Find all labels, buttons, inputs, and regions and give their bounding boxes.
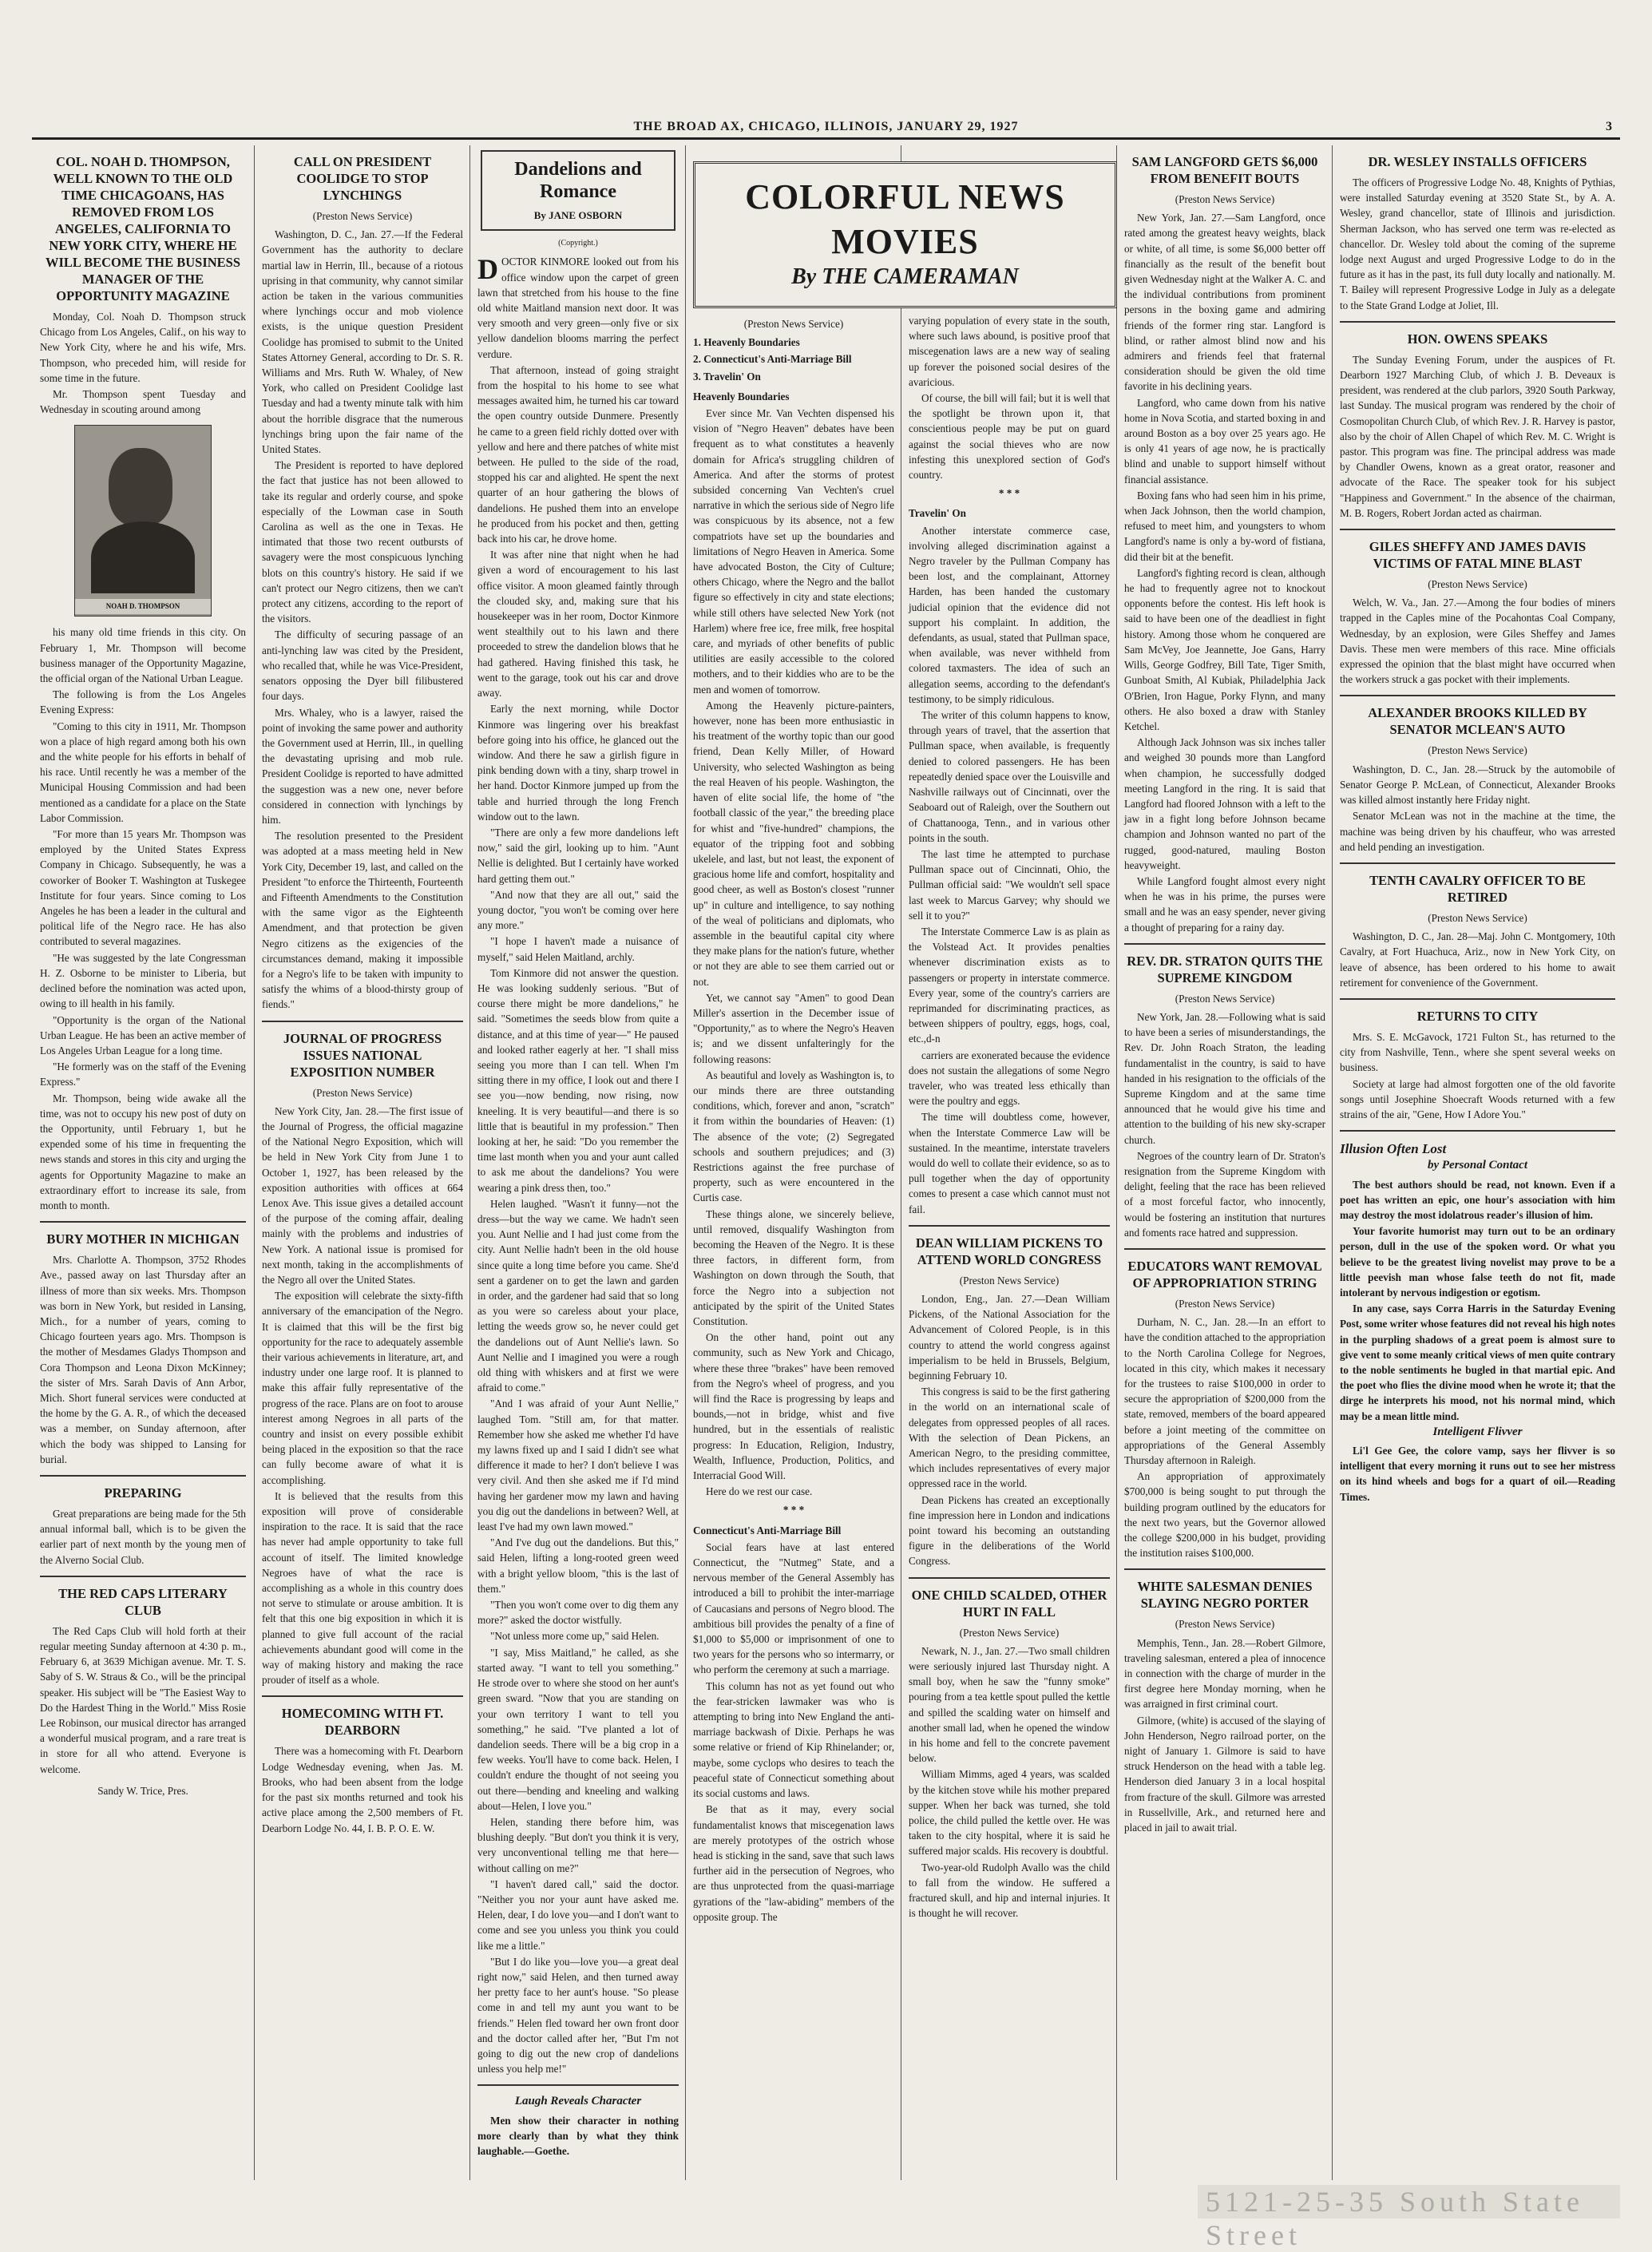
subhead-illusion: by Personal Contact: [1427, 1159, 1527, 1172]
article-paragraph: Newark, N. J., Jan. 27.—Two small children were seriously injured last Thursday night. A small boy, when he saw the "funny smoke" pouring from a tea kettle spout pulled the kettle and spilled the scalding water on himself and another small lad, when he opened the window in his home and fell to the concrete pavement below.: [909, 1644, 1110, 1765]
article-paragraph: While Langford fought almost every night when he was in his prime, the purses were small and he was an easy spender, never giving a thought of preparing for a rainy day.: [1124, 874, 1325, 934]
article-paragraph: Ever since Mr. Van Vechten dispensed his vision of "Negro Heaven" debates have been frequent as to what constitutes a heavenly domain for Africa's struggling children of America. And after the storms of protest subsided concerning Van Vechten's cruel narrative in which the serious side of Negro life was conspicuous by its absence, not a few compatriots have set up the boundaries and limitations of Negro Heaven in America. Some have advocated Boston, the City of Culture; others Chicago, where the Negro and the ballot figure so effectively in city and state elections; while still others have selected New York (not Harlem) where free ice, free milk, free hospital care, and myriads of other benefits of public utilities are easily accessible to the colored mothers, and to their kiddies who are to be the men and women of tomorrow.: [693, 407, 894, 696]
article-paragraph: This column has not as yet found out who the fear-stricken lawmaker was who is attempting to bring into New England the anti-marriage backwash of Dixie. Perhaps he was some relative or friend of Kip Rhinelander; or, maybe, some cyclops who desires to teach the peaceful state of Connecticut something about its social customs and laws.: [693, 1679, 894, 1800]
article-paragraph: Mrs. S. E. McGavock, 1721 Fulton St., has returned to the city from Nashville, Tenn., where she spent several weeks on business.: [1340, 1030, 1615, 1074]
headline-returns: RETURNS TO CITY: [1416, 1008, 1539, 1024]
article-paragraph: Mrs. Charlotte A. Thompson, 3752 Rhodes Ave., passed away on last Thursday after an illness of more than six weeks. Mrs. Thompson was born in New York, but resided in Lansing, Mich., for a number of years, coming to Chicago fourteen years ago. Mrs. Thompson is the mother of Mesdames Gladys Thompson and Cora Thompson and Leona Dixon McKinney; the sister of Mrs. Sarah Davis of Ann Arbor, Mich. Short funeral services were conducted at the home by the G. A. R., of which the deceased was a member, on Sunday afternoon, after which the body was shipped to Lansing for burial.: [40, 1254, 246, 1465]
section-rule: [1124, 943, 1325, 945]
column-divider: [1116, 145, 1117, 2180]
article-paragraph: Washington, D. C., Jan. 27.—If the Federal Government has the authority to declare martial law in Herrin, Ill., because of a riotous uprising in that community, why cannot similar action be taken in the various communities where lynchings occur and mob violence exists, is the unique question President Coolidge has promised to submit to the United States Attorney General, according to Dr. S. R. Williams and Mrs. Ruth W. Whaley, of New York, who called on President Coolidge last Tuesday and had a twenty minute talk with him about the horrible disgrace that the numerous lynchings bring upon the fair name of the United States.: [262, 228, 463, 456]
article-paragraph: New York City, Jan. 28.—The first issue of the Journal of Progress, the official magazine of the National Negro Exposition, which will be held in New York City from June 1 to October 1, 1927, has been released by the exposition authorities with offices at 664 Lenox Ave. This issue gives a detailed account of the purpose of the coming affair, dealing mainly with the problems and industries of New York. A national issue is promised for next month, taking in the accomplishments of the Negro all over the United States.: [262, 1104, 463, 1286]
news-source: (Preston News Service): [743, 318, 844, 330]
article-paragraph: Memphis, Tenn., Jan. 28.—Robert Gilmore, traveling salesman, entered a plea of innocence in connection with the charge of murder in the first degree here Monday morning, when he was arraigned in first criminal court.: [1124, 1636, 1325, 1711]
section-rule: [40, 1475, 246, 1477]
article-paragraph: Yet, we cannot say "Amen" to good Dean Miller's assertion in the December issue of "Opportunity," as to where the Negro's Heaven is; and we dissent unfalteringly for the following reasons:: [693, 991, 894, 1065]
news-source: (Preston News Service): [1175, 1298, 1275, 1310]
story-paragraph: "Then you won't come over to dig them any more?" asked the doctor wistfully.: [477, 1599, 679, 1627]
article-paragraph: The best authors should be read, not known. Even if a poet has written an epic, one hour's association with him may destroy the most idolatrous reader's illusion of him.: [1340, 1178, 1615, 1221]
headline-brooks: ALEXANDER BROOKS KILLED BY SENATOR MCLEAN'S AUTO: [1368, 705, 1587, 738]
headline-salesman: WHITE SALESMAN DENIES SLAYING NEGRO PORTER: [1137, 1579, 1313, 1612]
headline-journal-progress: JOURNAL OF PROGRESS ISSUES NATIONAL EXPOSITION NUMBER: [283, 1030, 442, 1080]
article-paragraph: Society at large had almost forgotten one of the old favorite songs until Josephine Shoecraft Woods returned with a few strains of the air, "Gene, How I Adore You.": [1340, 1077, 1615, 1120]
article-paragraph: Two-year-old Rudolph Avallo was the child to fall from the window. He suffered a fractured skull, and hip and internal injuries. It is thought he will recover.: [909, 1861, 1110, 1920]
topic-item: 2. Connecticut's Anti-Marriage Bill: [693, 353, 852, 366]
article-paragraph: Your favorite humorist may turn out to be an ordinary person, dull in the use of the spoken word. Or what you believe to be the greatest living novelist may prove to be a little peevish man whose false teeth do not fit, made intolerant by nervous indigestion or egotism.: [1340, 1225, 1615, 1298]
article-paragraph: Although Jack Johnson was six inches taller and weighed 30 pounds more than Langford when champion, he successfully dodged meeting Langford in the ring. It is said that Langford had floored Johnson with a left to the jaw in a fight long before Johnson became champion and Johnson wanted no part of the rugged, good-natured, mauling Boston heavyweight.: [1124, 736, 1325, 871]
story-title: Dandelions and Romance: [514, 159, 642, 202]
story-paragraph: That afternoon, instead of going straight from the hospital to his home to see what messages awaited him, he turned his car toward the open country outside Dunmere. Presently he came to a green field richly dotted over with yellow and here and there patches of white mist between. He pulled to the side of the road, stopped his car and alighted. He spent the next quarter of an hour gathering the blows of dandelions. He pushed them into an envelope he produced from his pocket and then, getting back into his car, he drove home.: [477, 363, 679, 545]
news-source: (Preston News Service): [312, 210, 413, 222]
laugh-headline: Laugh Reveals Character: [514, 2095, 642, 2108]
article-paragraph: The time will doubtless come, however, when the Interstate Commerce Law will be sustained. In the meantime, interstate travelers would do well to collate their evidence, so as to pull together when the day of opportunity comes to present a case which cannot must not fail.: [909, 1111, 1110, 1215]
article-paragraph: The following is from the Los Angeles Evening Express:: [40, 688, 246, 716]
story-paragraph: Tom Kinmore did not answer the question. He was looking suddenly serious. "But of course there might be more dandelions," he said. "Sometimes the seeds blow from quite a distance, and at this time of year—" He paused and looked rather eagerly at her. "I shall miss seeing you more than I can tell. When I'm sitting there in my office, I look out and there I see you—now bending, now rising, now kneeling. It is very beautiful—and there is so little that is beautiful in my profession." Then looking at her, he said: "Do you remember the time last month when you and your aunt called to ask me about the dandelions? You were wearing a pink dress then, too.": [477, 966, 679, 1194]
article-paragraph: The Sunday Evening Forum, under the auspices of Ft. Dearborn 1927 Marching Club, of which J. B. Deveaux is president, was rendered at the club parlors, 3920 South Parkway, last Sunday. The musical program was rendered by the choir of Cosmopolitan Church Club, of which Rev. J. R. Harvey is pastor, also by the choir of Allen Chapel of which Rev. M. C. Wright is pastor. This program was fine. The principal address was made by Chandler Owens, known as a great orator, reasoner and advocate of the Race. The speaker took for his subject "Happiness and Government." In the absence of the chairman, M. B. Rogers, Robert Jordan acted as chairman.: [1340, 353, 1615, 519]
story-paragraph: "I haven't dared call," said the doctor. "Neither you nor your aunt have asked me. Helen, dear, I do love you—and I don't want to come and see you unless you think you could like me a little.": [477, 1877, 679, 1952]
headline-illusion: Illusion Often Lost: [1340, 1141, 1447, 1157]
news-source: (Preston News Service): [959, 1274, 1060, 1287]
article-paragraph: In any case, says Corra Harris in the Saturday Evening Post, some writer whose features did not reveal his high notes in the purpling shadows of a great poem is almost sure to give vent to some meanly critical views of men quite contrary to the noble sentiments he bugled in that martial epic. And the poet who flies the divine mood when he wrote it; that the dirge he interprets his mood, not his normal mind, which may be a mean little mind.: [1340, 1302, 1615, 1422]
article-paragraph: varying population of every state in the south, where such laws abound, is positive proof that miscegenation laws are a new way of sealing up forever the poisoned social desires of the avaricious.: [909, 315, 1110, 388]
section-rule: [40, 1221, 246, 1223]
headline-langford: SAM LANGFORD GETS $6,000 FROM BENEFIT BOUTS: [1131, 154, 1318, 186]
column-3: [477, 145, 679, 2180]
story-paragraph: It was after nine that night when he had given a word of encouragement to his last office visitor. A moon gleamed faintly through the clouded sky, and, making sure that his housekeeper was in her room, Doctor Kinmore went stealthily out to his lawn and there proceeded to strew the dandelion blows that he had gathered. Having finished this task, he went to the garage, took out his car and drove away.: [477, 549, 679, 700]
portrait-face: [109, 448, 172, 526]
portrait-body: [91, 521, 195, 593]
column-divider: [1332, 145, 1333, 2180]
section-rule: [1340, 1130, 1615, 1132]
article-paragraph: An appropriation of approximately $700,000 is being sought to put through the building program outlined by the educators for the next two years, but the Governor allowed the college $200,000 in his budget, providing the institution raises $100,000.: [1124, 1470, 1325, 1560]
article-paragraph: Here do we rest our case.: [706, 1485, 813, 1498]
topic-list: [693, 335, 894, 384]
article-paragraph: Mr. Thompson spent Tuesday and Wednesday in scouting around among: [40, 388, 246, 416]
article-paragraph: These things alone, we sincerely believe, until removed, disqualify Washington from becoming the Heaven of the Negro. It is these three factors, in different form, from Washington on down through the South, that force the Negro into a subjection not anticipated by the spirit of the United States Constitution.: [693, 1207, 894, 1327]
article-paragraph: "Coming to this city in 1911, Mr. Thompson won a place of high regard among both his own and the white people for his efforts in behalf of his race. Until recently he was a member of the Municipal Housing Commission and had been mentioned as a candidate for a place on the State Labor Commission.: [40, 720, 246, 824]
article-paragraph: "He was suggested by the late Congressman H. Z. Osborne to be minister to Liberia, but declined before the nomination was acted upon, owing to ill health in his family.: [40, 951, 246, 1010]
article-paragraph: "He formerly was on the staff of the Evening Express.": [40, 1061, 246, 1088]
article-paragraph: It is believed that the results from this exposition will prove of considerable inspiration to the race. It is said that the race has never had ample opportunity to take full account of itself. The limited knowledge Negroes have of what the race is accomplishing as a whole in this country does not serve to stimulate or arouse ambition. It is felt that this one big exposition in which it is planned to give full account of the racial achievements abundant good will come in the way of making history and making the race prouder of itself as a whole.: [262, 1489, 463, 1687]
news-source: (Preston News Service): [1175, 193, 1275, 205]
story-paragraph: "And I've dug out the dandelions. But this," said Helen, lifting a long-rooted green weed with a bright yellow bloom, "this is the last of them.": [477, 1536, 679, 1595]
article-paragraph: The writer of this column happens to know, through years of travel, that the assertion that Pullman space, when available, is frequently denied to colored passengers. He has been repeatedly denied space over the Louisville and Nashville railways out of Cincinnati, over the Seaboard out of Raleigh, over the Southern out of Chattanooga, Tenn., and in various other points in the south.: [909, 709, 1110, 844]
article-paragraph: The resolution presented to the President was adopted at a mass meeting held in New York City, December 19, last, and called on the President "to enforce the Thirteenth, Fourteenth and Fifteenth Amendments to the Constitution with the same vigor as the Eighteenth Amendment, and that protection be given Negro citizens as the exigencies of the circumstances demand, making it impossible for a Negro's life to be taken with impunity to satisfy the whims of a blood-thirsty group of fiends.": [262, 830, 463, 1011]
column-divider: [254, 145, 255, 2180]
headline-coolidge: CALL ON PRESIDENT COOLIDGE TO STOP LYNCHINGS: [293, 154, 432, 203]
headline-mine-blast: GILES SHEFFY AND JAMES DAVIS VICTIMS OF FATAL MINE BLAST: [1369, 539, 1587, 572]
article-paragraph: Of course, the bill will fail; but it is well that the spotlight be thrown upon it, that conscientious people may be put on guard against the social thieves who are now infesting this unexplored section of God's country.: [909, 392, 1110, 482]
subhead-travelin: Travelin' On: [909, 507, 966, 520]
bleed-through-address: 5121-25-35 South State Street: [1198, 2185, 1620, 2218]
section-rule: [40, 1576, 246, 1577]
article-paragraph: William Mimms, aged 4 years, was scalded by the kitchen stove while his mother prepared supper. When her back was turned, she told police, the child pulled the kettle over. He was taken to the city hospital, where it is said he suffered major scalds. His recovery is doubtful.: [909, 1768, 1110, 1858]
copyright-note: (Copyright.): [558, 239, 598, 248]
section-rule: [1340, 695, 1615, 696]
header-rule: [32, 137, 1620, 140]
section-rule: [477, 2084, 679, 2086]
story-paragraph: "I hope I haven't made a nuisance of myself," said Helen Maitland, archly.: [477, 935, 679, 963]
photo-caption: NOAH D. THOMPSON: [75, 599, 211, 614]
article-paragraph: carriers are exonerated because the evidence does not sustain the allegations of some Negro traveler, who was treated less ethically than were the poultry and eggs.: [909, 1049, 1110, 1108]
column-7: [1340, 145, 1615, 2180]
headline-bury-mother: BURY MOTHER IN MICHIGAN: [46, 1231, 240, 1247]
story-paragraph: "I say, Miss Maitland," he called, as she started away. "I want to tell you something." He strode over to where she stood on her aunt's green sward. "Now that you are standing on your own territory I want to tell you something," he said. "I've planted a lot of dandelion seeds. There will be a big crop in a few weeks. You'll have to come back. Helen, I couldn't endure the thought of not seeing you out there—bending and kneeling and walking about—Helen, I love you.": [477, 1646, 679, 1812]
article-paragraph: Durham, N. C., Jan. 28.—In an effort to have the condition attached to the appropriation to the North Carolina College for Negroes, located in this city, which makes it necessary for the trustees to raise $100,000 in order to secure the appropriation of $200,000 from the state, removed, members of the board appeared before a joint meeting of the committee on appropriations of the General Assembly Thursday afternoon in Raleigh.: [1124, 1316, 1325, 1467]
article-paragraph: Welch, W. Va., Jan. 27.—Among the four bodies of miners trapped in the Caples mine of the Pocahontas Coal Company, Wednesday, by an explosion, were Giles Sheffey and James Davis. These men were members of this race. Mine officials expressed the opinion that the blast might have occurred when the workers struck a gas pocket with their implements.: [1340, 597, 1615, 686]
article-paragraph: Boxing fans who had seen him in his prime, when Jack Johnson, then the world champion, refused to meet him, and youngsters to whom Langford's name is only a by-word of fistiana, did their bit at the benefit.: [1124, 489, 1325, 563]
article-paragraph: The President is reported to have deplored the fact that justice has not been allowed to take its regular and orderly course, and spoke especially of the Lowman case in South Carolina as well as the one in Texas. He intimated that those two recent outbursts of savagery were the most conspicuous lynching blots on this country's history. He said if we can't protect our Negro citizens, then we can't protect any citizens, according to the report of the visitors.: [262, 459, 463, 625]
masthead: [32, 120, 1620, 144]
drop-cap: D: [477, 253, 498, 286]
column-2: [262, 145, 463, 2180]
article-paragraph: The exposition will celebrate the sixty-fifth anniversary of the emancipation of the Negro. It is claimed that this will be the first big opportunity for the race to adequately assemble their various achievements in literature, art, and industry under one large roof. It is planned to make this affair fully representative of the progress of the race. Plans are on foot to arouse interest among Negroes in all parts of the country and insist on every possible exhibit being placed in the exposition so that the race can fully become aware of what it is accomplishing.: [262, 1290, 463, 1486]
section-rule: [1340, 862, 1615, 864]
page-number: 3: [1606, 120, 1612, 133]
article-paragraph: Among the Heavenly picture-painters, however, none has been more enthusiastic in his treatment of the worthy topic than our good friend, Dean Kelly Miller, of Howard University, who selected Washington as being the real Heaven of his people. Washington, the haven of elite social life, the home of "the football classic of the year," the breeding place for whist and "five-hundred" champions, the equator of the tripping foot and sobbing ukelele, and last, but not least, the exponent of gracious home life and comfort, hospitality and good cheer, as well as Boston's closest "runner up" in culture and intelligence, to say nothing of the weal of politicians and diplomats, who assemble in the beautiful capital city where they make plans for the nation's future, whether or not they are able to see them carried out or not.: [693, 699, 894, 988]
article-paragraph: This congress is said to be the first gathering in the world on an international scale of delegates from oppressed peoples of all races. With the selection of Dean Pickens, an American Negro, to the presiding committee, which includes representatives of every major oppressed race in the world.: [909, 1386, 1110, 1490]
article-paragraph: London, Eng., Jan. 27.—Dean William Pickens, of the National Association for the Advancement of Colored People, is in this country to attend the world congress against imperialism to be held in Brussels, Belgium, beginning February 10.: [909, 1292, 1110, 1382]
article-paragraph: "Opportunity is the organ of the National Urban League. He has been an active member of Los Angeles Urban League for a long time.: [40, 1013, 246, 1057]
section-rule: [1124, 1248, 1325, 1250]
section-stars: * * *: [782, 1504, 805, 1517]
signature: Sandy W. Trice, Pres.: [97, 1784, 188, 1797]
article-paragraph: The Red Caps Club will hold forth at their regular meeting Sunday afternoon at 4:30 p. m., February 6, at 3639 Michigan avenue. Mr. T. S. Saby of S. W. Straus & Co., will be the principal speaker. His subject will be "The Easiest Way to Do the Hardest Thing in the World." Miss Rosie Lee Robinson, our musical director has arranged a wonderful musical program, and a rare treat is in store for all who attend. Everyone is welcome.: [40, 1624, 246, 1775]
news-source: (Preston News Service): [1175, 992, 1275, 1005]
topic-item: 3. Travelin' On: [693, 370, 761, 383]
article-paragraph: Another interstate commerce case, involving alleged discrimination against a Negro traveler by the Pullman Company has been lost, and the complainant, Attorney Harden, has been handed the customary judicial opinion that the evidence did not support his complaint. In addition, the defendants, as usual, stated that Pullman space, when available, was never withheld from colored taxmasters. The idea of such an allegation seems, according to the defendant's testimony, to be simply ridiculous.: [909, 524, 1110, 705]
colorful-news-movies-banner: [693, 161, 1117, 308]
news-source: (Preston News Service): [1428, 911, 1527, 924]
story-paragraph: OCTOR KINMORE looked out from his office window upon the carpet of green lawn that stretched from his house to the fine old white Maitland mansion next door. It was very smooth and very green—only five or six yellow dandelion blooms marring the perfect verdure.: [477, 256, 679, 360]
story-paragraph: "Not unless more come up," said Helen.: [490, 1630, 660, 1643]
news-source: (Preston News Service): [312, 1086, 413, 1099]
article-paragraph: Mrs. Whaley, who is a lawyer, raised the point of invoking the same power and authority the Government used at Herrin, Ill., in quelling the devastating uprising and mob rule. President Coolidge is reported to have admitted the suggestion was a new one, never before considered in connection with lynchings by him.: [262, 706, 463, 826]
column-4: [693, 313, 894, 2180]
article-paragraph: New York, Jan. 28.—Following what is said to have been a series of misunderstandings, the Rev. Dr. John Roach Straton, the leading fundamentalist in the country, is said to have handed in his resignation to the officials of the Supreme Kingdom and at the same time announced that he would give his time and attention to the building of his new sky-scraper church.: [1124, 1010, 1325, 1146]
story-paragraph: "But I do like you—love you—a great deal right now," said Helen, and then turned away her pretty face to her aunt's house. "So please come in and tell my aunt you want to be friends." Helen fled toward her own front door and the doctor called after her, "But I'm not going to dig out the new crop of dandelions unless you help me!": [477, 1955, 679, 2076]
article-paragraph: Be that as it may, every social fundamentalist knows that miscegenation laws are merely prototypes of the ostrich whose head is sticking in the sand, save that such laws further aid in the persecution of Negroes, who are thus unprotected from the quasi-marriage gyrations of the "law-abiding" members of the opposite group. The: [693, 1803, 894, 1923]
story-byline: By JANE OSBORN: [533, 209, 623, 221]
story-paragraph: Helen, standing there before him, was blushing deeply. "But don't you think it is very, very unconventional telling me that here—without calling on me?": [477, 1815, 679, 1874]
news-source: (Preston News Service): [1428, 578, 1527, 591]
headline-preparing: PREPARING: [104, 1485, 182, 1501]
article-paragraph: Washington, D. C., Jan. 28.—Struck by the automobile of Senator George P. McLean, of Connecticut, Alexander Brooks was killed almost instantly here Friday night.: [1340, 763, 1615, 807]
story-paragraph: "And now that they are all out," said the young doctor, "you won't be coming over here any more.": [477, 888, 679, 932]
section-rule: [262, 1021, 463, 1022]
article-paragraph: Li'l Gee Gee, the colore vamp, says her flivver is so intelligent that every morning it runs out to see her mistress on its hind wheels and bogs for a quart of oil.—Reading Times.: [1340, 1445, 1615, 1503]
article-paragraph: Washington, D. C., Jan. 28—Maj. John C. Montgomery, 10th Cavalry, at Fort Huachuca, Ariz., now in New York City, on leave of absence, has been ordered to his home to await retirement for convenience of the Government.: [1340, 930, 1615, 989]
headline-thompson: COL. NOAH D. THOMPSON, WELL KNOWN TO THE OLD TIME CHICAGOANS, HAS REMOVED FROM LOS ANGELES, CALIFORNIA TO NEW YORK CITY, WHERE HE WILL BECOME THE BUSINESS MANAGER OF THE OPPORTUNITY MAGAZINE: [45, 154, 241, 303]
story-paragraph: Helen laughed. "Wasn't it funny—not the dress—but the way we came. We hadn't seen you. Aunt Nellie and I had just come from the city. Aunt Nellie hadn't been in the old house since quite a long time before you came. She'd sent a gardener on to get the lawn and garden in order, and the gardener had said that so long as you were so careless about your place, letting the weeds grow so, he never could get the dandelions out of Aunt Nellie's lawn. So Aunt Nellie and I imagined you were a rough old thing with whiskers and at first we were afraid to come.": [477, 1197, 679, 1394]
article-paragraph: Great preparations are being made for the 5th annual informal ball, which is to be given the earlier part of next month by the young men of the Alverno Social Club.: [40, 1507, 246, 1566]
article-paragraph: Monday, Col. Noah D. Thompson struck Chicago from Los Angeles, Calif., on his way to New York City, where he and his wife, Mrs. Thompson, who preceded him, will reside for some time in the future.: [40, 311, 246, 384]
headline-child-scalded: ONE CHILD SCALDED, OTHER HURT IN FALL: [911, 1587, 1107, 1620]
article-paragraph: There was a homecoming with Ft. Dearborn Lodge Wednesday evening, when Jas. M. Brooks, who had been absent from the lodge for the past six months returned and took his active place among the 2,500 members of Ft. Dearborn Lodge No. 44, I. B. P. O. E. W.: [262, 1745, 463, 1834]
headline-red-caps: THE RED CAPS LITERARY CLUB: [58, 1585, 228, 1618]
story-paragraph: "There are only a few more dandelions left now," said the girl, looking up to him. "Aunt Nellie is delighted. But I certainly have worked hard getting them out.": [477, 826, 679, 885]
section-rule: [262, 1695, 463, 1697]
article-paragraph: The last time he attempted to purchase Pullman space out of Cincinnati, Ohio, the Pullman official said: "We wouldn't sell space last week to Marcus Garvey; why should we sell it to you?": [909, 847, 1110, 922]
story-paragraph: "And I was afraid of your Aunt Nellie," laughed Tom. "Still am, for that matter. Remember how she asked me whether I'd have my lawns fixed up and I said I didn't see what difference it made to her? I don't believe I was very civil. And then she asked me if I'd mind having her gardener mow my lawn and having you dig out the dandelions in between? Well, at least I've had my own lawn mowed.": [477, 1398, 679, 1533]
movies-title: COLORFUL NEWS MOVIES: [745, 177, 1065, 261]
article-paragraph: The officers of Progressive Lodge No. 48, Knights of Pythias, were installed Saturday evening at 3520 State St., by A. A. Wesley, grand chancellor, state of Illinois and jurisdiction. Sherman Jackson, who has served one term was re-elected as chancellor. Dr. Wesley told about the coming of the supreme lodge next August and urged Progressive Lodge to do in the future as it has in the past, its full duty locally and nationally. M. T. Bailey will represent Progressive Lodge in July as a delegate to the State Grand Lodge at Joliet, Ill.: [1340, 176, 1615, 311]
headline-straton: REV. DR. STRATON QUITS THE SUPREME KINGDOM: [1127, 953, 1323, 985]
column-divider: [469, 145, 470, 2180]
section-rule: [1340, 998, 1615, 1000]
article-paragraph: Gilmore, (white) is accused of the slaying of John Henderson, Negro railroad porter, on the night of January 1. Gilmore is said to have struck Henderson on the head with a table leg. Henderson died January 3 in a local hospital from fracture of the skull. Gilmore was arrested in Russellville, Ark., and returned here and placed in jail to await trial.: [1124, 1714, 1325, 1834]
topic-item: 1. Heavenly Boundaries: [693, 336, 800, 349]
newspaper-title: THE BROAD AX, CHICAGO, ILLINOIS, JANUARY 29, 1927: [633, 120, 1019, 133]
headline-flivver: Intelligent Flivver: [1432, 1425, 1523, 1438]
section-stars: * * *: [998, 487, 1020, 500]
headline-wesley: DR. WESLEY INSTALLS OFFICERS: [1368, 154, 1587, 169]
news-source: (Preston News Service): [959, 1626, 1060, 1639]
section-rule: [1340, 321, 1615, 323]
headline-homecoming: HOMECOMING WITH FT. DEARBORN: [281, 1706, 444, 1739]
portrait-photo: [74, 425, 212, 617]
column-5: [909, 313, 1110, 2180]
headline-cavalry: TENTH CAVALRY OFFICER TO BE RETIRED: [1369, 872, 1586, 905]
subhead-heavenly: Heavenly Boundaries: [693, 390, 790, 402]
article-paragraph: "For more than 15 years Mr. Thompson was employed by the United States Express Company in Chicago. Subsequently, he was a coworker of Booker T. Washington at Tuskegee Institute for four years. Since coming to Los Angeles he has been a leader in the cultural and political life of the Negro race. He has also contributed to several magazines.: [40, 828, 246, 948]
section-rule: [1340, 529, 1615, 530]
headline-pickens: DEAN WILLIAM PICKENS TO ATTEND WORLD CONGRESS: [915, 1235, 1103, 1267]
column-divider: [685, 145, 686, 2180]
headline-owens: HON. OWENS SPEAKS: [1407, 331, 1548, 347]
article-paragraph: his many old time friends in this city. On February 1, Mr. Thompson will become business manager of the Opportunity Magazine, the official organ of the National Urban League.: [40, 626, 246, 685]
section-rule: [909, 1225, 1110, 1227]
news-source: (Preston News Service): [1175, 1618, 1275, 1631]
subhead-connecticut: Connecticut's Anti-Marriage Bill: [693, 1524, 842, 1536]
section-rule: [909, 1577, 1110, 1579]
news-source: (Preston News Service): [1428, 744, 1527, 757]
article-paragraph: Dean Pickens has created an exceptionally fine impression here in London and indications point toward his becoming an outstanding figure in the deliberations of the World Congress.: [909, 1493, 1110, 1568]
article-paragraph: Negroes of the country learn of Dr. Straton's resignation from the Supreme Kingdom with delight, feeling that the race has been relieved of a most forceful factor, who innocently, would be fostering an institution that nurtures and foments race hatred and suppression.: [1124, 1149, 1325, 1239]
column-6: [1124, 145, 1325, 2180]
headline-educators: EDUCATORS WANT REMOVAL OF APPROPRIATION STRING: [1127, 1259, 1322, 1291]
column-1: [40, 145, 246, 2180]
article-paragraph: On the other hand, point out any community, such as New York and Chicago, where these three "brakes" have been removed from the Negro's wheel of progress, and you will find the Race is progressing by leaps and bounds,—not in bridge, whist and five hundred, but in the essentials of realistic progress: In Education, Religion, Industry, Wealth, Influence, Production, Politics, and Interracial Good Will.: [693, 1331, 894, 1482]
article-paragraph: As beautiful and lovely as Washington is, to our minds there are three outstanding conditions, which, forever and anon, "scratch" it from within the boundaries of Heaven: (1) The absence of the vote; (2) Segregated schools and southern prejudices; and (3) Restrictions against the free purchase of property, such as were encountered in the Curtis case.: [693, 1069, 894, 1204]
article-paragraph: The Interstate Commerce Law is as plain as the Volstead Act. It provides penalties whenever discrimination exists as to passengers or property in interstate commerce. Every year, some of the country's carriers are reprimanded for discriminating practices, as between shippers of poultry, eggs, hogs, coal, etc.,d-n: [909, 925, 1110, 1045]
article-paragraph: Mr. Thompson, being wide awake all the time, was not to occupy his new post of duty on the Opportunity, until February 1, but he expended some of his time in frequenting the news stands and stores in this city and urging the agents for Opportunity Magazine to make an extraordinary effort to increase its sale, from month to month.: [40, 1092, 246, 1211]
article-paragraph: Senator McLean was not in the machine at the time, the machine was being driven by his chauffeur, who was arrested and held pending an investigation.: [1340, 810, 1615, 853]
laugh-text: Men show their character in nothing more clearly than by what they think laughable.—Goethe.: [477, 2114, 679, 2157]
story-title-box: [481, 150, 675, 231]
article-paragraph: Langford, who came down from his native home in Nova Scotia, and started boxing in and around Boston as a boy over 25 years ago. He is only 41 years of age now, he is practically blind and unable to support himself without financial assistance.: [1124, 396, 1325, 486]
story-paragraph: Early the next morning, while Doctor Kinmore was lingering over his breakfast before going into his office, he glanced out the window. And there he saw a girlish figure in pink bending down with a tiny, sharp trowel in her hand. Doctor Kinmore jumped up from the table and hurried through the long French window out to the lawn.: [477, 703, 679, 823]
section-rule: [1124, 1568, 1325, 1570]
article-paragraph: New York, Jan. 27.—Sam Langford, once rated among the greatest heavy weights, black or white, of all time, is some $6,000 better off financially as the result of the benefit bout given Wednesday night at the Walker A. C. and the individual contributions from prominent persons in the boxing game and admiring friends of the former ring star. Langford is blind, or rather almost blind now and his admirers and friends feel that fraternal consideration should be given the old time favorite in his declining years.: [1124, 212, 1325, 393]
article-paragraph: Langford's fighting record is clean, although he had to frequently agree not to knockout opponents before the contest. His left hook is said to have been one of the deadliest in fight history. Among those whom he conquered are Sam McVey, Joe Jeannette, Joe Gans, Harry Wills, George Godfrey, Bill Tate, Tiger Smith, Gunboat Smith, Al Kubiak, Philadelphia Jack O'Brien, Iron Hague, Porky Flynn, and many others. He also boxed a draw with Stanley Ketchel.: [1124, 566, 1325, 732]
article-paragraph: Social fears have at last entered Connecticut, the "Nutmeg" State, and a nervous member of the General Assembly has introduced a bill to prohibit the inter-marriage of Caucasians and persons of Negro blood. The ambitious bill provides the penalty of a fine of $1,000 to $5,000 or imprisonment of one to two years for the persons who so intermarry, or who perform the ceremony at such a marriage.: [693, 1540, 894, 1676]
article-paragraph: The difficulty of securing passage of an anti-lynching law was cited by the President, who recalled that, while he was Vice-President, senators opposing the Dyer bill filibustered four days.: [262, 628, 463, 703]
movies-byline: By THE CAMERAMAN: [791, 264, 1019, 289]
